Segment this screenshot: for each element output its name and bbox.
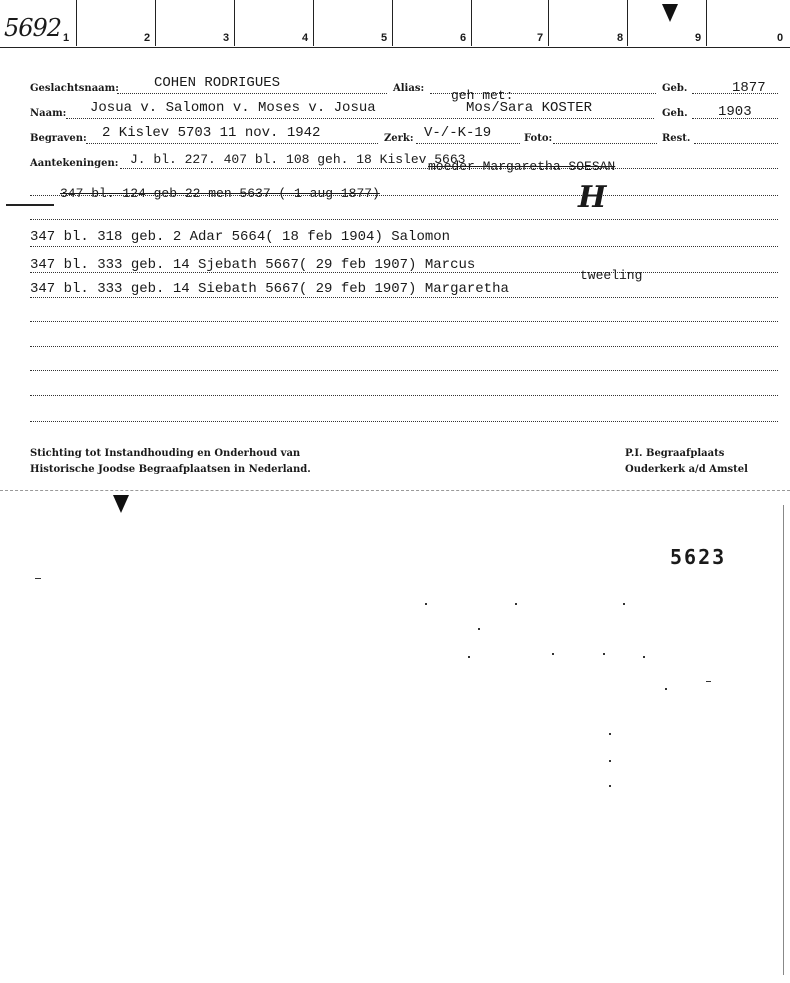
column-number: 4 (302, 32, 309, 44)
surname-value: COHEN RODRIGUES (154, 75, 281, 91)
notes-line-6 (30, 297, 778, 298)
index-triangle-marker (662, 4, 678, 22)
notes-line-7 (30, 321, 778, 322)
scan-speck (478, 628, 480, 630)
foto-label: Foto: (524, 133, 553, 144)
buried-value: 2 Kislev 5703 11 nov. 1942 (102, 125, 321, 141)
notes-entry-struck: moeder Margaretha SOESAN (428, 159, 616, 174)
notes-entry-twin: tweeling (580, 268, 643, 283)
scan-speck (665, 688, 667, 690)
surname-label: Geslachtsnaam: (30, 83, 119, 94)
scan-speck (643, 656, 645, 658)
column-number: 8 (617, 32, 624, 44)
name-label: Naam: (30, 108, 67, 119)
notes-entry: 347 bl. 333 geb. 14 Sjebath 5667( 29 feb 1907) Marcus (30, 257, 476, 273)
scan-speck (623, 603, 625, 605)
footer-left-line-1: Stichting tot Instandhouding en Onderhoud van (30, 448, 301, 459)
stamp-number: 5623 (670, 545, 727, 569)
married-annotation: geh met: (451, 88, 514, 103)
column-number: 3 (223, 32, 230, 44)
scan-speck (609, 760, 611, 762)
column-number: 1 (63, 32, 70, 44)
zerk-label: Zerk: (384, 133, 414, 144)
footer-right-line-2: Ouderkerk a/d Amstel (625, 464, 748, 475)
footer-right-line-1: P.I. Begraafplaats (625, 448, 725, 459)
name-value: Josua v. Salomon v. Moses v. Josua (90, 100, 376, 116)
scan-speck (609, 785, 611, 787)
column-number: 6 (460, 32, 467, 44)
zerk-value: V-/-K-19 (424, 125, 492, 141)
buried-label: Begraven: (30, 133, 87, 144)
married-year-value: 1903 (718, 104, 752, 120)
notes-line-10 (30, 395, 778, 396)
zerk-line (416, 143, 520, 144)
scan-speck (609, 733, 611, 735)
alias-label: Alias: (393, 83, 425, 94)
rest-line (694, 143, 778, 144)
column-number: 7 (537, 32, 544, 44)
notes-line-8 (30, 346, 778, 347)
foto-line (553, 143, 657, 144)
rest-label: Rest. (662, 133, 691, 144)
card-cut-line (0, 490, 790, 491)
surname-line (117, 93, 387, 94)
scan-speck (706, 681, 711, 682)
notes-entry-struck: 347 bl. 124 geb 22 men 5637 ( 1 aug 1877) (60, 186, 380, 201)
column-number: 2 (144, 32, 151, 44)
notes-entry: 347 bl. 318 geb. 2 Adar 5664( 18 feb 1904) Salomon (30, 229, 451, 245)
notes-line-11 (30, 421, 778, 422)
notes-line-9 (30, 370, 778, 371)
scan-speck (515, 603, 517, 605)
married-year-label: Geh. (662, 108, 688, 119)
buried-line (86, 143, 378, 144)
header-divider (0, 47, 790, 48)
column-number: 0 (777, 32, 784, 44)
scan-speck (425, 603, 427, 605)
handwritten-mark: H (578, 180, 607, 215)
notes-entry: J. bl. 227. 407 bl. 108 geh. 18 Kislev 5663 (130, 152, 466, 167)
birth-label: Geb. (662, 83, 688, 94)
footer-left-line-2: Historische Joodse Begraafplaatsen in Nederland. (30, 464, 311, 475)
scan-speck (468, 656, 470, 658)
column-number: 9 (695, 32, 702, 44)
scan-speck (603, 653, 605, 655)
name-line (66, 118, 654, 119)
notes-entry: 347 bl. 333 geb. 14 Siebath 5667( 29 feb 1907) Margaretha (30, 281, 509, 297)
notes-line-3 (30, 219, 778, 220)
scan-speck (35, 578, 41, 579)
footer-organisation (30, 446, 311, 478)
bottom-triangle-marker (113, 495, 129, 513)
strike-bar (6, 204, 54, 206)
column-number: 5 (381, 32, 388, 44)
scan-speck (552, 653, 554, 655)
footer-location (625, 446, 748, 478)
spouse-value: Mos/Sara KOSTER (466, 100, 593, 116)
notes-line-4 (30, 246, 778, 247)
card-number-handwritten: 5692 (4, 14, 62, 42)
notes-label: Aantekeningen: (30, 158, 119, 169)
scan-edge-line (783, 505, 784, 975)
birth-value: 1877 (732, 80, 766, 96)
